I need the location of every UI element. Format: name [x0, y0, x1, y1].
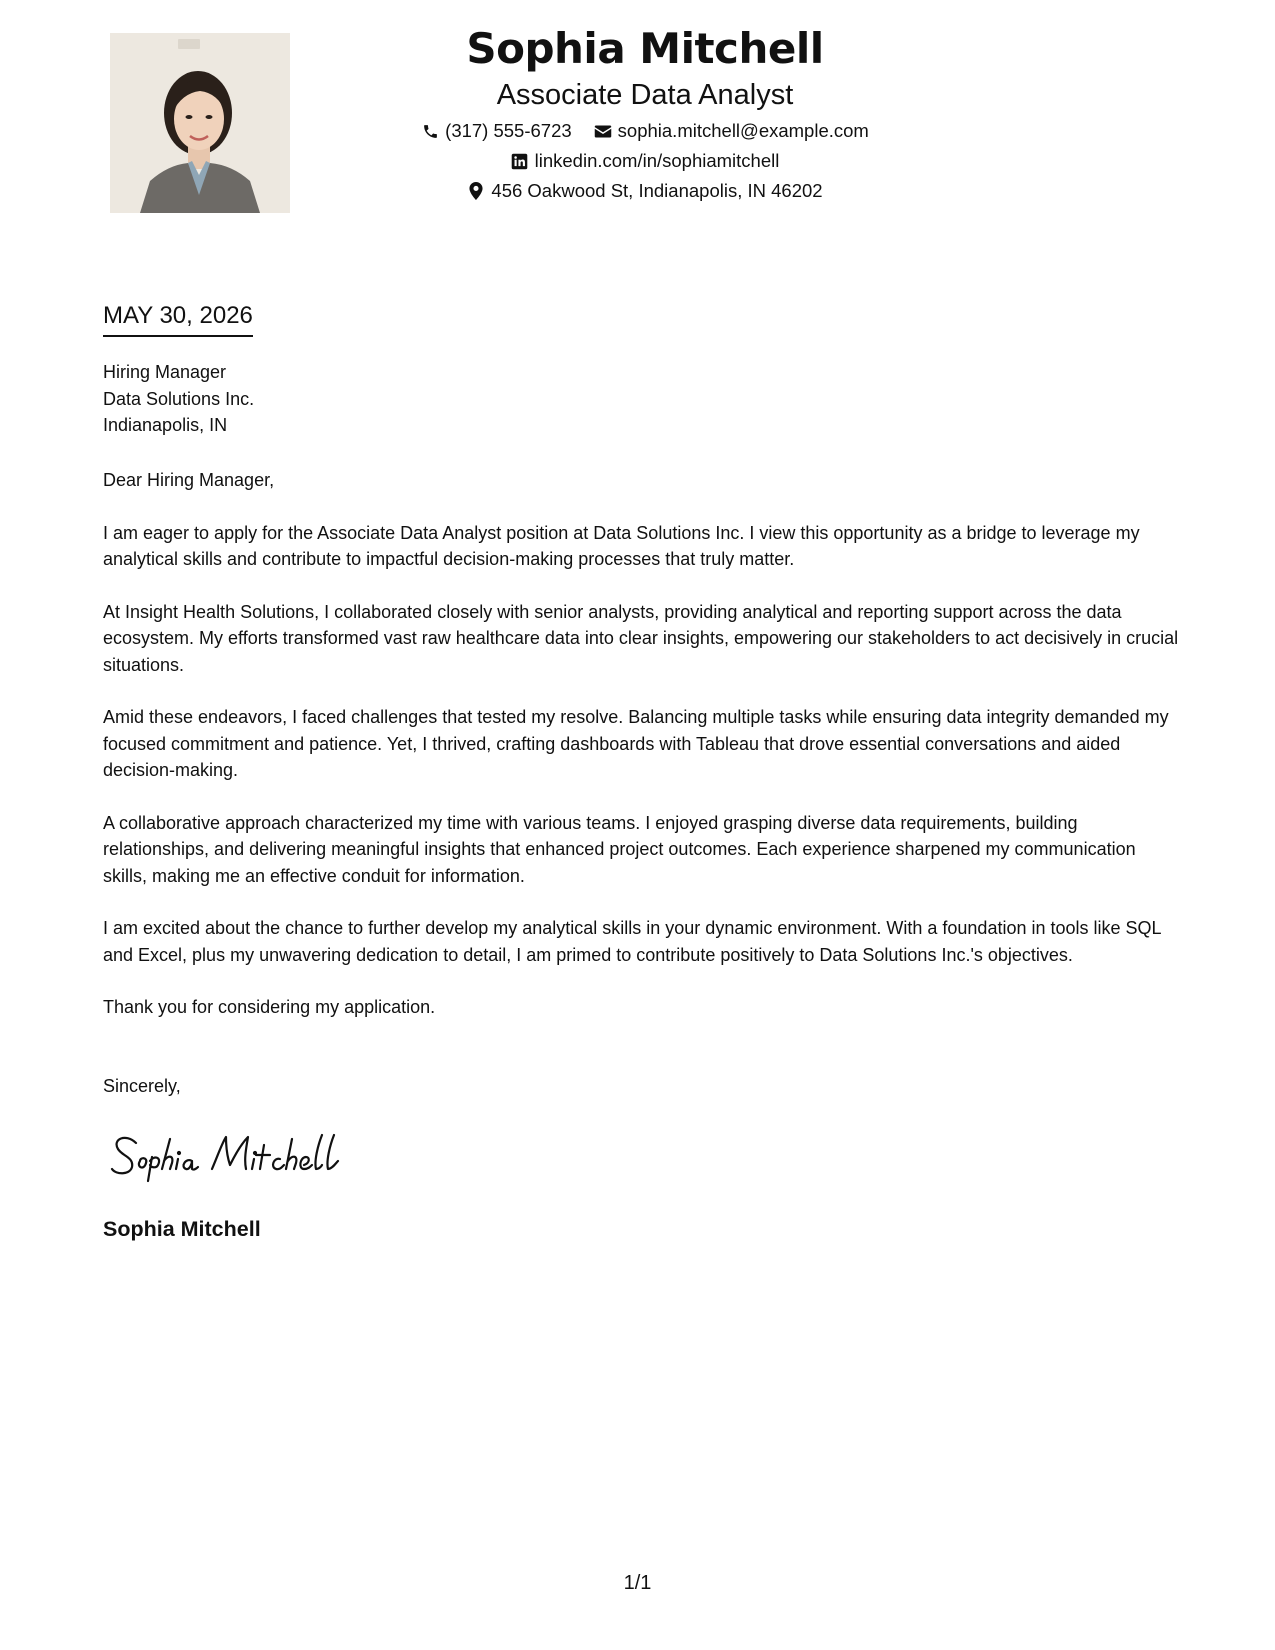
- signer-name: Sophia Mitchell: [103, 1217, 261, 1241]
- applicant-title: Associate Data Analyst: [496, 79, 794, 111]
- recipient-block: [103, 359, 254, 439]
- letter-header: [330, 20, 960, 202]
- body-paragraph: At Insight Health Solutions, I collaborated closely with senior analysts, providing analytical and reporting support across the data ecosystem. My efforts transformed vast raw healthcare data into clear insights, empowering our stakeholders to act decisively in crucial situations.: [103, 601, 1179, 675]
- linkedin-icon: [511, 152, 529, 170]
- contact-row-linkedin: [330, 150, 960, 172]
- body-paragraph: I am excited about the chance to further develop my analytical skills in your dynamic environment. With a foundation in tools like SQL and Excel, plus my unwavering dedication to detail, I am primed to contribute positively to Data Solutions Inc.'s objectives.: [103, 918, 1161, 965]
- body-paragraph: Amid these endeavors, I faced challenges that tested my resolve. Balancing multiple tasks while ensuring data integrity demanded my focused commitment and patience. Yet, I thrived, crafting dashboards with Tableau that drove essential conversations and aided decision-making.: [103, 707, 1169, 780]
- address: 456 Oakwood St, Indianapolis, IN 46202: [491, 180, 823, 201]
- letter-date: MAY 30, 2026: [103, 300, 253, 337]
- phone-icon: [421, 122, 439, 140]
- linkedin-link[interactable]: linkedin.com/in/sophiamitchell: [534, 150, 780, 171]
- letter-body: [103, 467, 1181, 1047]
- body-paragraph: A collaborative approach characterized my time with various teams. I enjoyed grasping diverse data requirements, building relationships, and delivering meaningful insights that enhanced project outcomes. Each experience sharpened my communication skills, making me an effective conduit for information.: [103, 812, 1136, 886]
- recipient-line: Hiring Manager: [103, 362, 227, 382]
- map-marker-icon: [467, 182, 485, 200]
- profile-photo: [110, 33, 290, 213]
- applicant-name: Sophia Mitchell: [466, 24, 824, 73]
- closing: Sincerely,: [103, 1076, 181, 1096]
- contact-row-address: [330, 180, 960, 202]
- phone-number[interactable]: (317) 555-6723: [445, 120, 572, 141]
- email-link[interactable]: sophia.mitchell@example.com: [617, 120, 869, 141]
- salutation: Dear Hiring Manager,: [103, 470, 275, 490]
- page-number: 1/1: [623, 1572, 652, 1594]
- body-paragraph: Thank you for considering my application.: [103, 997, 436, 1017]
- contact-row-phone-email: [330, 120, 960, 142]
- recipient-line: Data Solutions Inc.: [103, 388, 255, 409]
- envelope-icon: [594, 122, 612, 140]
- recipient-line: Indianapolis, IN: [103, 415, 228, 435]
- body-paragraph: I am eager to apply for the Associate Data Analyst position at Data Solutions Inc. I view this opportunity as a bridge to leverage my analytical skills and contribute to impactful decision-making processes that truly matter.: [103, 522, 1140, 569]
- handwritten-signature: [108, 1125, 368, 1185]
